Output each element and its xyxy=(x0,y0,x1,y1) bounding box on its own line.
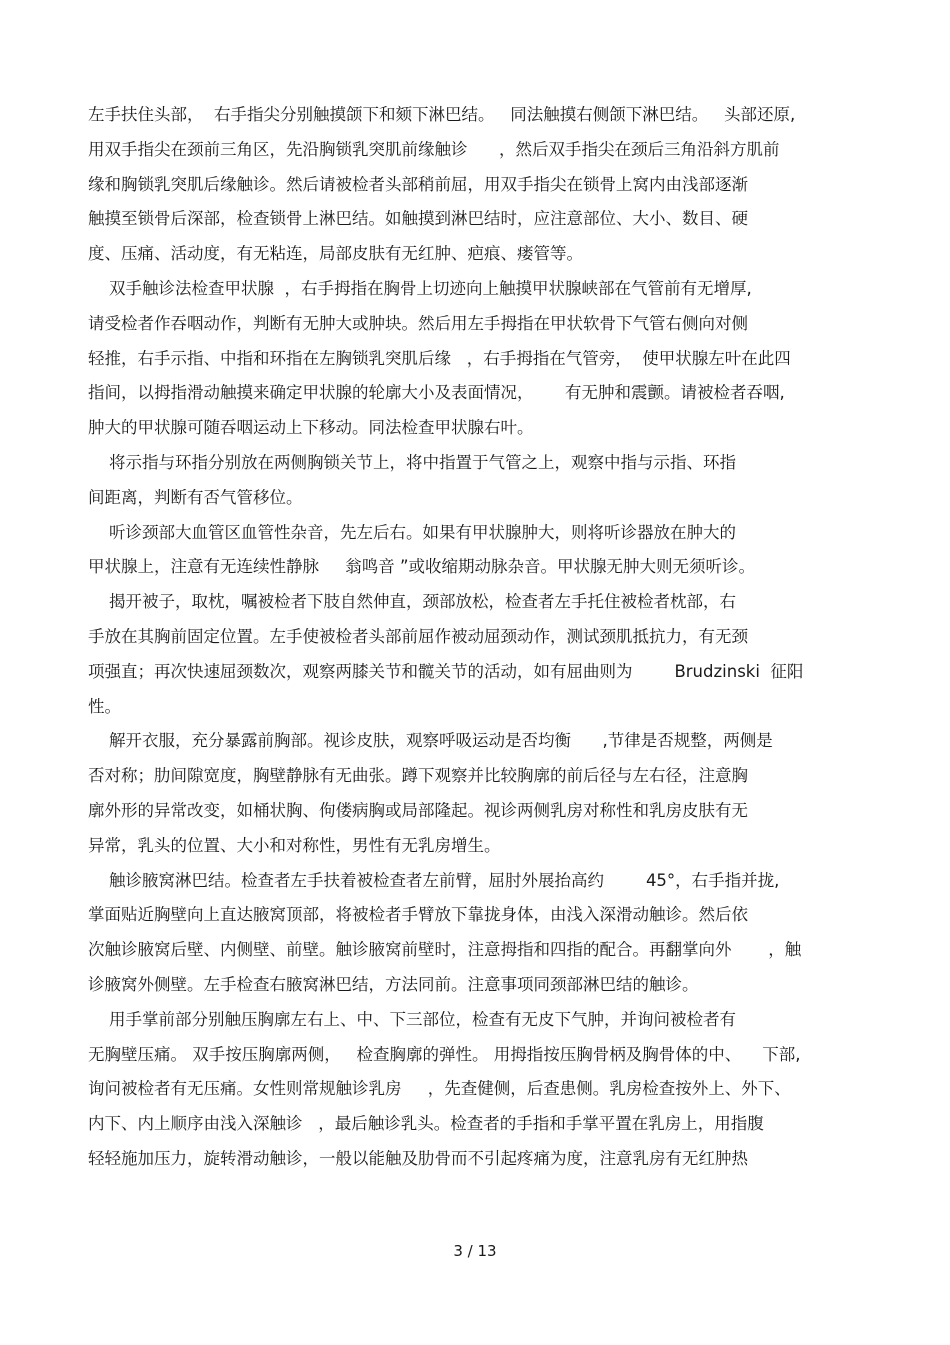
text-line: 听诊颈部大血管区血管性杂音，先左后右。如果有甲状腺肿大，则将听诊器放在肿大的 xyxy=(88,522,736,542)
text-line: 肿大的甲状腺可随吞咽运动上下移动。同法检查甲状腺右叶。 xyxy=(88,418,534,438)
text-line: 次触诊腋窝后壁、内侧壁、前壁。触诊腋窝前壁时，注意拇指和四指的配合。再翻掌向外 ，触 xyxy=(88,940,802,960)
text-line: 将示指与环指分别放在两侧胸锁关节上，将中指置于气管之上，观察中指与示指、环指 xyxy=(88,452,736,472)
text-line: 内下、内上顺序由浅入深触诊 ，最后触诊乳头。检查者的手指和手掌平置在乳房上，用指腹 xyxy=(88,1114,764,1134)
text-line: 性。 xyxy=(88,696,121,716)
text-line: 左手扶住头部， 右手指尖分别触摸颌下和颏下淋巴结。 同法触摸右侧颌下淋巴结。 头部还原, xyxy=(88,105,796,124)
text-line: 解开衣服，充分暴露前胸部。视诊皮肤，观察呼吸运动是否均衡 ,节律是否规整，两侧是 xyxy=(88,731,773,751)
text-line: 轻推，右手示指、中指和环指在左胸锁乳突肌后缘 ，右手拇指在气管旁， 使甲状腺左叶在此四 xyxy=(88,348,791,368)
text-line: 手放在其胸前固定位置。左手使被检者头部前屈作被动屈颈动作，测试颈肌抵抗力，有无颈 xyxy=(88,626,748,646)
text-line: 甲状腺上，注意有无连续性静脉 翁鸣音 ”或收缩期动脉杂音。甲状腺无肿大则无须听诊。 xyxy=(88,557,756,577)
text-line: 请受检者作吞咽动作，判断有无肿大或肿块。然后用左手拇指在甲状软骨下气管右侧向对侧 xyxy=(88,313,748,333)
text-line: 用手掌前部分别触压胸廓左右上、中、下三部位，检查有无皮下气肿，并询问被检者有 xyxy=(88,1009,736,1029)
text-line: 无胸壁压痛。 双手按压胸廓两侧， 检查胸廓的弹性。 用拇指按压胸骨柄及胸骨体的中、 下部, xyxy=(88,1044,801,1064)
text-line: 否对称；肋间隙宽度，胸壁静脉有无曲张。蹲下观察并比较胸廓的前后径与左右径，注意胸 xyxy=(88,766,748,786)
text-line: 双手触诊法检查甲状腺 ，右手拇指在胸骨上切迹向上触摸甲状腺峡部在气管前有无增厚, xyxy=(88,278,752,298)
text-line: 度、压痛、活动度，有无粘连，局部皮肤有无红肿、疤痕、瘘管等。 xyxy=(88,244,583,264)
text-line: 指间，以拇指滑动触摸来确定甲状腺的轮廓大小及表面情况， 有无肿和震颤。请被检者吞咽, xyxy=(88,383,785,403)
page-number: 3 / 13 xyxy=(453,1242,497,1260)
text-line: 项强直；再次快速屈颈数次，观察两膝关节和髋关节的活动，如有屈曲则为 Brudzinski 征阳 xyxy=(88,661,804,681)
text-line: 掌面贴近胸壁向上直达腋窝顶部，将被检者手臂放下靠拢身体，由浅入深滑动触诊。然后依 xyxy=(88,905,748,925)
body-text xyxy=(88,98,878,1177)
text-line: 用双手指尖在颈前三角区，先沿胸锁乳突肌前缘触诊 ，然后双手指尖在颈后三角沿斜方肌前 xyxy=(88,139,780,159)
text-line: 间距离，判断有否气管移位。 xyxy=(88,487,303,507)
text-line: 廓外形的异常改变，如桶状胸、佝偻病胸或局部隆起。视诊两侧乳房对称性和乳房皮肤有无 xyxy=(88,800,748,820)
text-line: 揭开被子，取枕，嘱被检者下肢自然伸直，颈部放松，检查者左手托住被检者枕部，右 xyxy=(88,592,736,612)
text-line: 轻轻施加压力，旋转滑动触诊，一般以能触及肋骨而不引起疼痛为度，注意乳房有无红肿热 xyxy=(88,1148,748,1168)
text-line: 触诊腋窝淋巴结。检查者左手扶着被检查者左前臂，屈肘外展抬高约 45°，右手指并拢, xyxy=(88,870,780,890)
text-line: 异常，乳头的位置、大小和对称性，男性有无乳房增生。 xyxy=(88,835,501,855)
text-line: 询问被检者有无压痛。女性则常规触诊乳房 ，先查健侧，后查患侧。乳房检查按外上、外下、 xyxy=(88,1079,791,1099)
text-line: 缘和胸锁乳突肌后缘触诊。然后请被检者头部稍前屈，用双手指尖在锁骨上窝内由浅部逐渐 xyxy=(88,174,748,194)
text-line: 触摸至锁骨后深部，检查锁骨上淋巴结。如触摸到淋巴结时，应注意部位、大小、数目、硬 xyxy=(88,209,748,229)
text-line: 诊腋窝外侧壁。左手检查右腋窝淋巴结，方法同前。注意事项同颈部淋巴结的触诊。 xyxy=(88,974,699,994)
